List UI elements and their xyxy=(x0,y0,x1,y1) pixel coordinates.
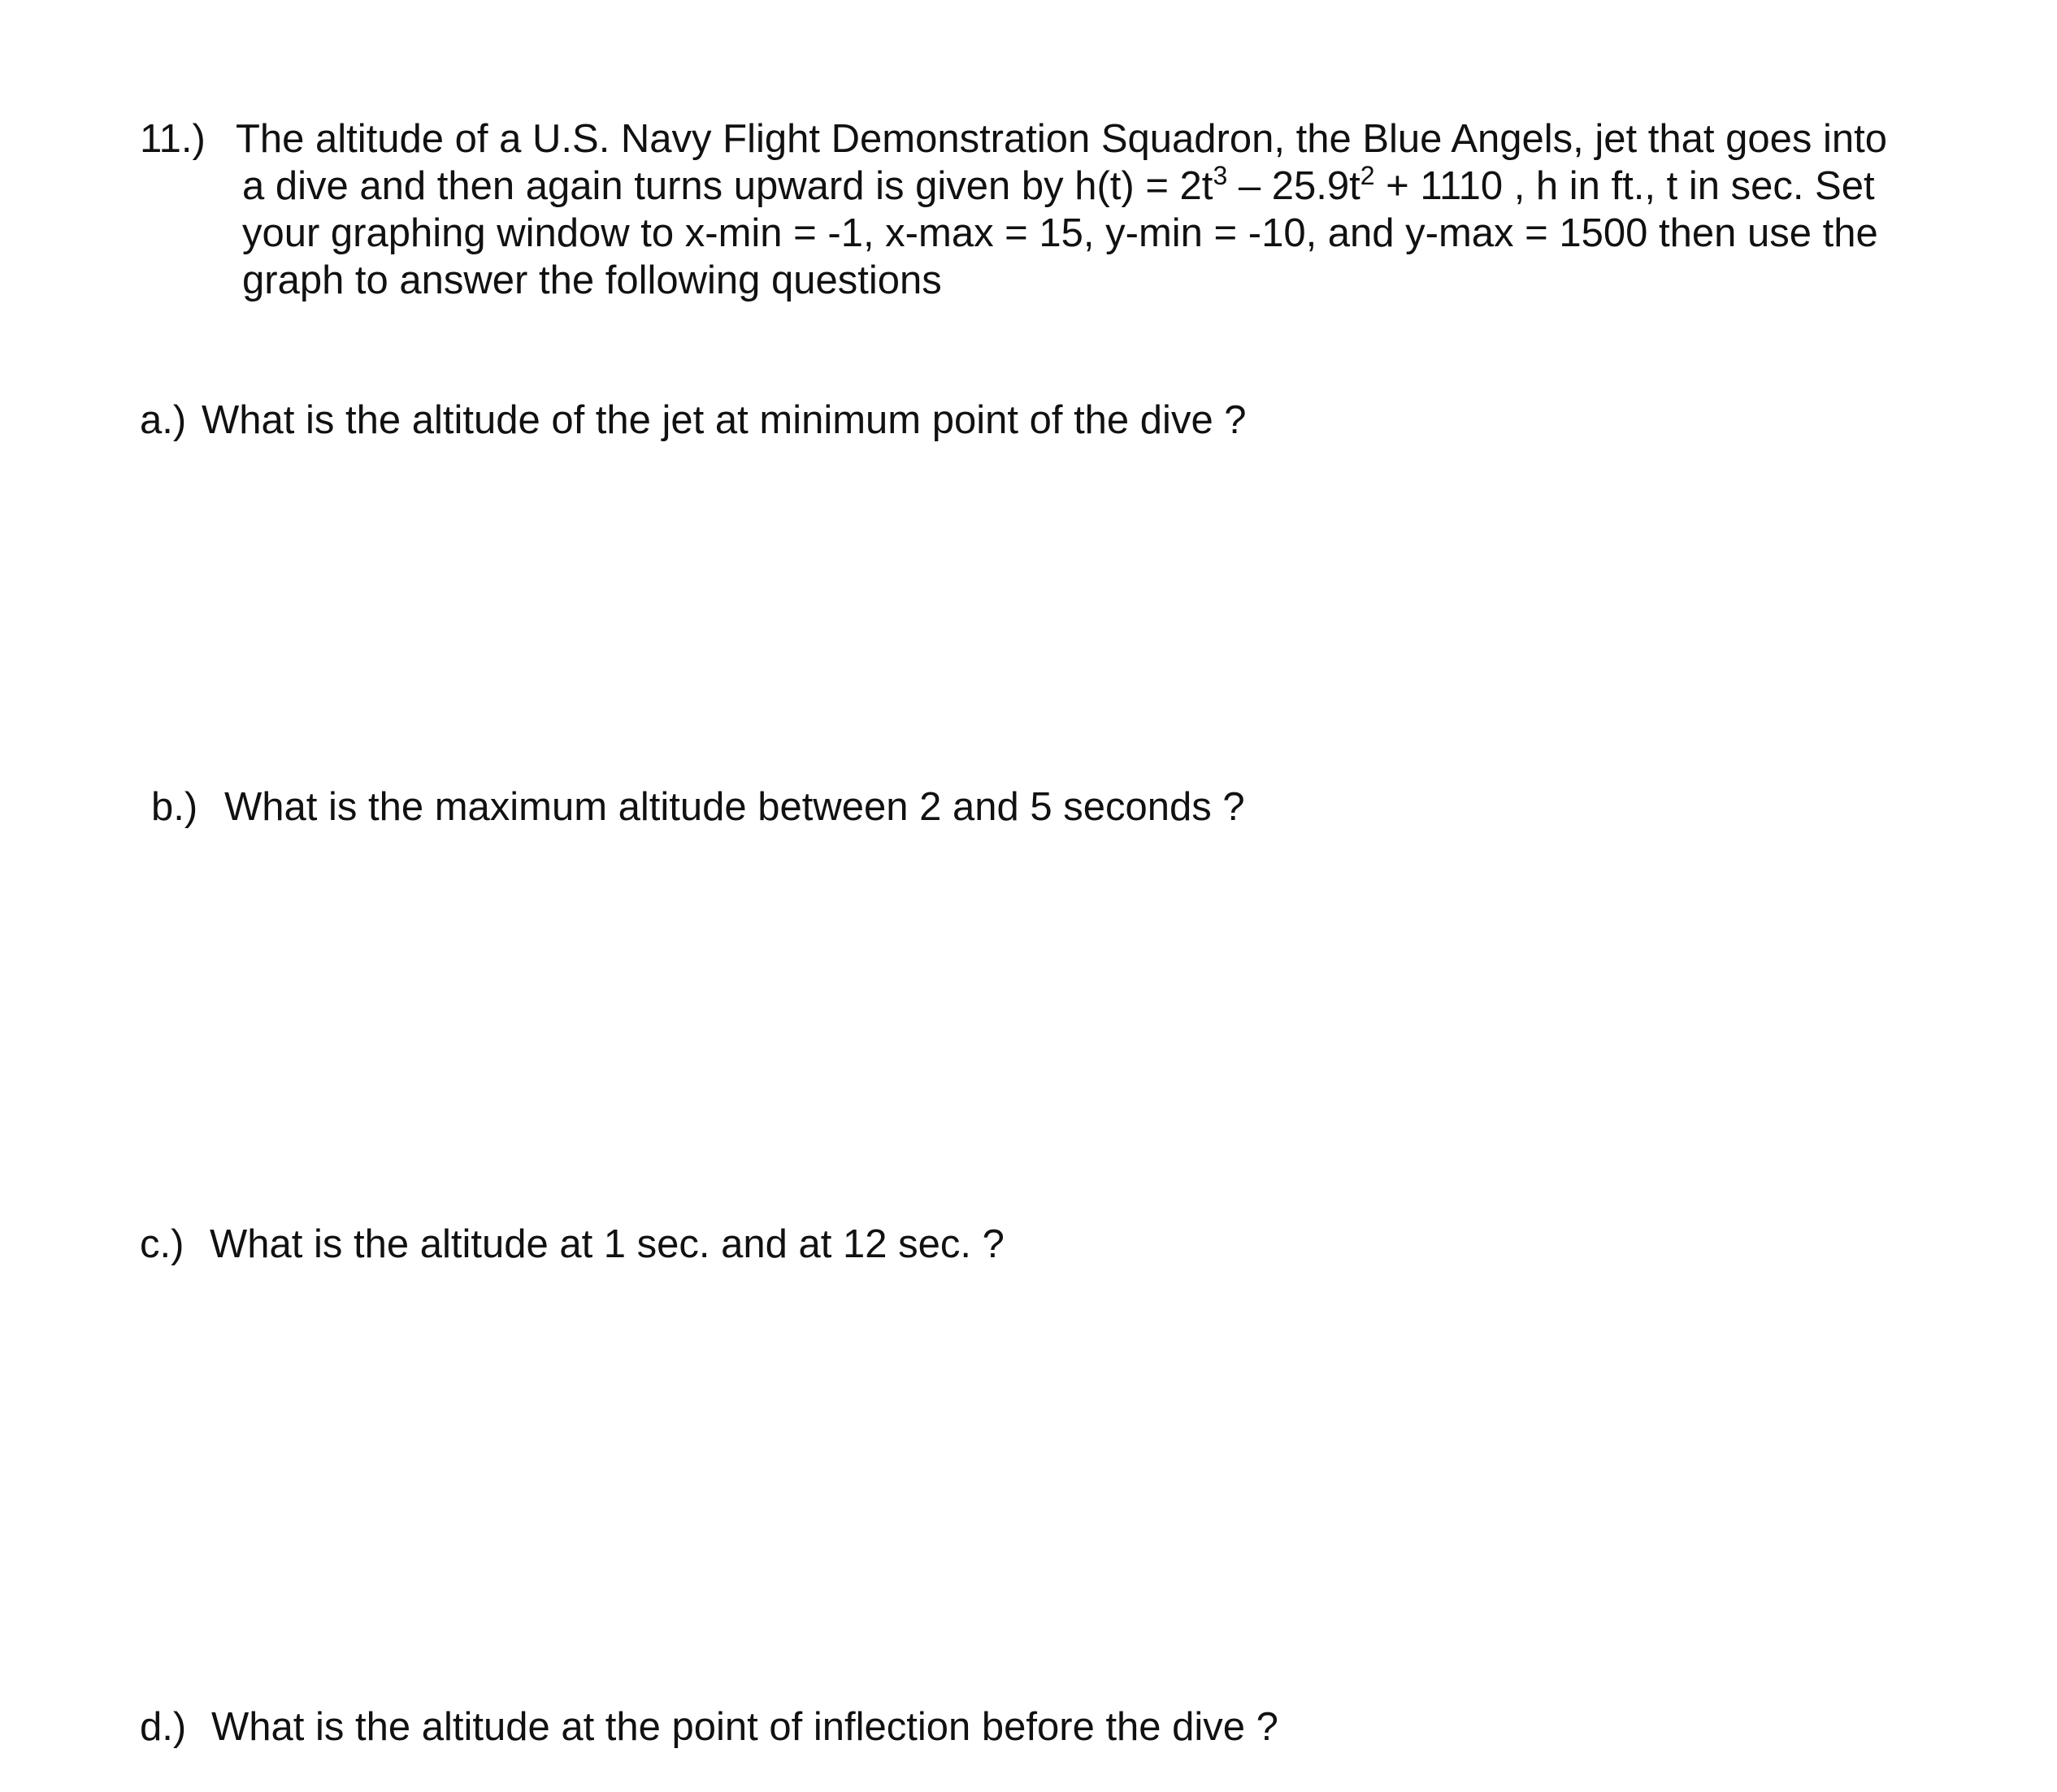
problem-text-line-1: The altitude of a U.S. Navy Flight Demonstration Squadron, the Blue Angels, jet that goes into xyxy=(236,117,1887,161)
question-d xyxy=(140,1703,1278,1751)
equation-text-start: a dive and then again turns upward is given by h(t) = 2t xyxy=(242,164,1213,208)
question-d-text: What is the altitude at the point of inflection before the dive ? xyxy=(211,1705,1278,1749)
question-b-text: What is the maximum altitude between 2 and 5 seconds ? xyxy=(224,785,1245,829)
question-c-label: c.) xyxy=(140,1222,184,1266)
question-b-label: b.) xyxy=(151,785,198,829)
question-a-text: What is the altitude of the jet at minimum point of the dive ? xyxy=(202,398,1247,442)
cube-exponent: 3 xyxy=(1213,161,1228,190)
equation-text-middle: – 25.9t xyxy=(1227,164,1360,208)
question-b xyxy=(151,783,1245,831)
equation-text-end: + 1110 , h in ft., t in sec. Set xyxy=(1374,164,1875,208)
problem-statement xyxy=(140,115,1968,304)
problem-number: 11.) xyxy=(140,117,206,161)
problem-line-3: your graphing window to x-min = -1, x-max = 15, y-min = -10, and y-max = 1500 then use the xyxy=(242,211,1878,255)
problem-line-2 xyxy=(140,163,1968,210)
question-a xyxy=(140,397,1247,444)
problem-line-4: graph to answer the following questions xyxy=(242,258,942,302)
question-a-label: a.) xyxy=(140,398,187,442)
square-exponent: 2 xyxy=(1360,161,1375,190)
question-c xyxy=(140,1221,1005,1268)
question-c-text: What is the altitude at 1 sec. and at 12 sec. ? xyxy=(210,1222,1005,1266)
problem-line-1 xyxy=(140,115,1968,163)
question-d-label: d.) xyxy=(140,1705,187,1749)
